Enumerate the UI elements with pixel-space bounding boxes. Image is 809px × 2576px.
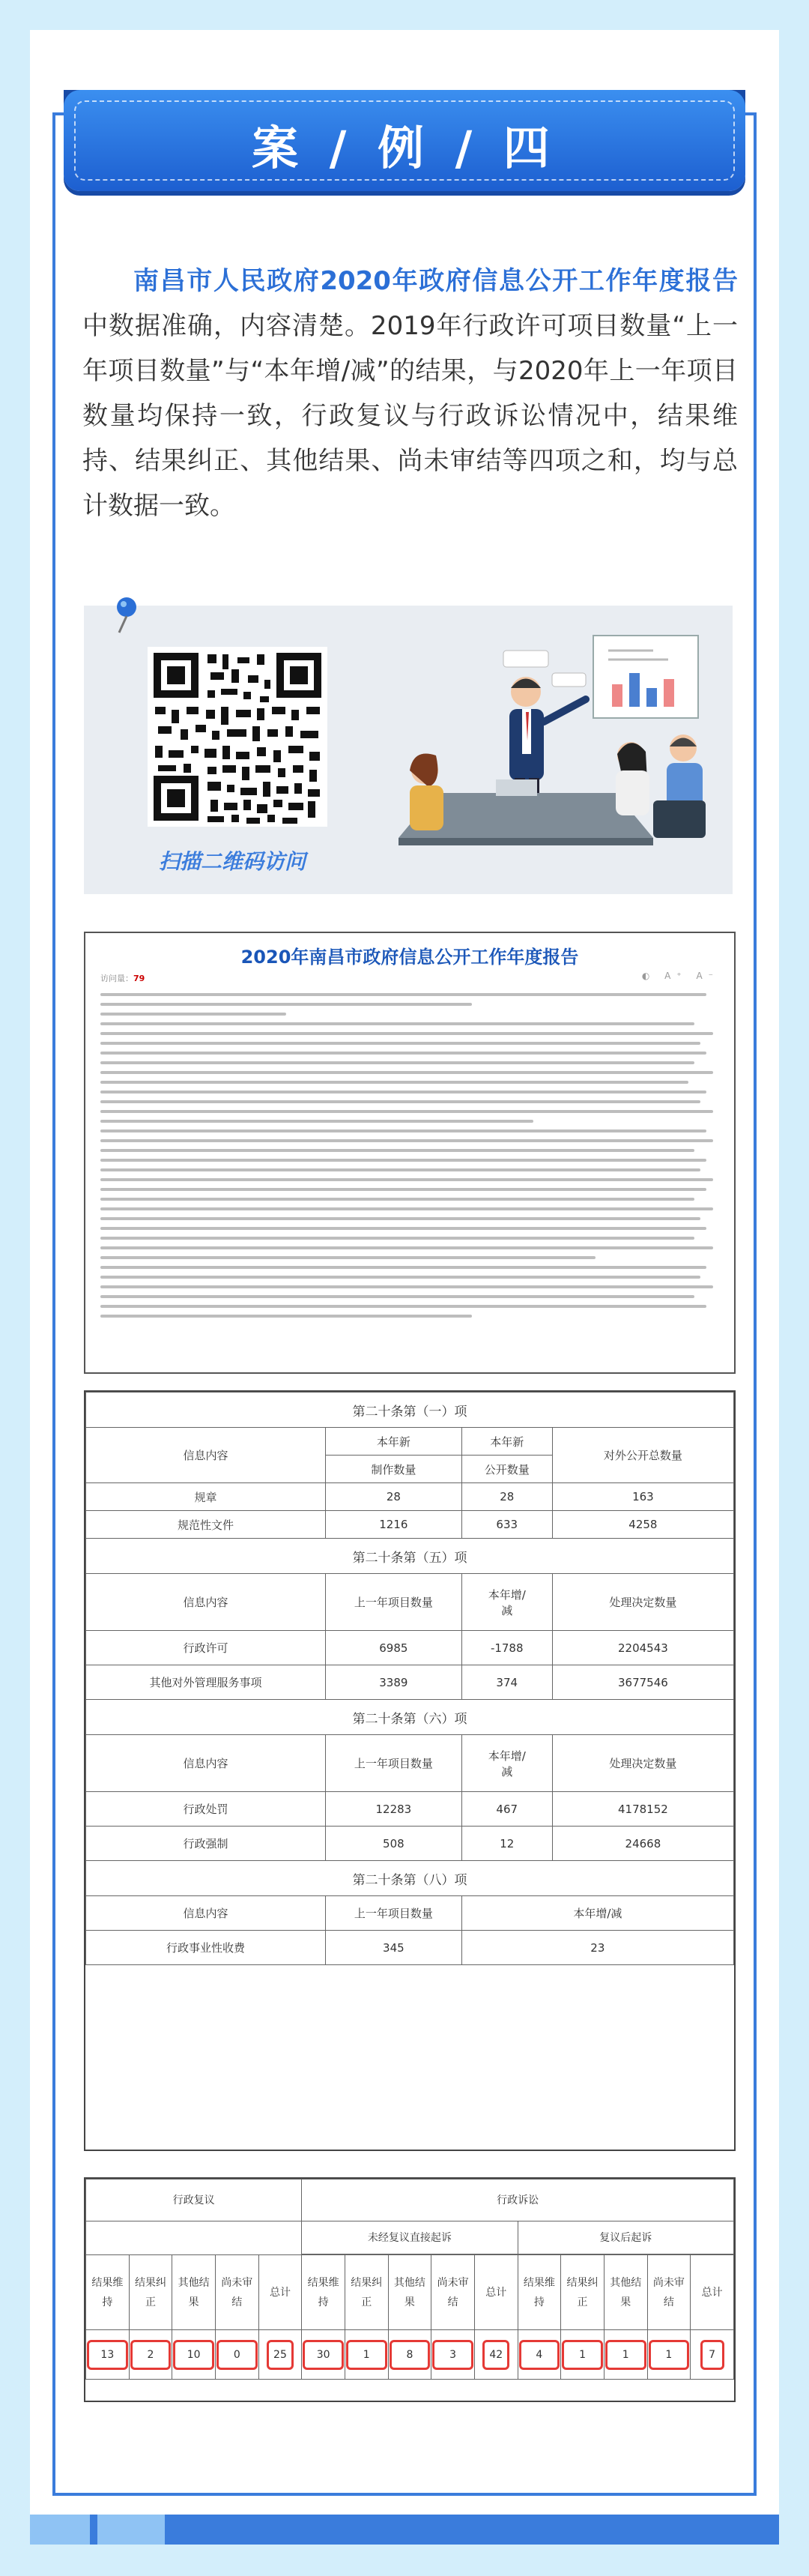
- cell-value: -1788: [461, 1631, 552, 1665]
- intro-paragraph: [82, 259, 738, 528]
- doc-visit-label: 访问量：: [100, 974, 133, 983]
- col-header: 总计: [474, 2255, 518, 2330]
- cell-value: 12283: [326, 1792, 462, 1827]
- header-cell: 本年增/减: [461, 1896, 733, 1931]
- cell-value: [388, 2330, 431, 2380]
- header-line: 本年增/: [488, 1587, 526, 1602]
- col-header: [561, 2255, 605, 2330]
- subgroup-header: 复议后起诉: [518, 2221, 733, 2254]
- header-cell: 上一年项目数量: [326, 1896, 462, 1931]
- col-header-line: 其他结: [178, 2276, 210, 2289]
- highlight-box: 1: [605, 2340, 646, 2370]
- col-header-line: 结: [447, 2296, 458, 2308]
- total-highlight-box: 42: [482, 2340, 509, 2370]
- row-name: 其他对外管理服务事项: [86, 1665, 326, 1700]
- col-header: [86, 2255, 130, 2330]
- cell-value: 633: [461, 1511, 552, 1539]
- cell-value: 4178152: [552, 1792, 733, 1827]
- col-header-line: 尚未审: [437, 2276, 469, 2289]
- col-header-line: 结果维: [523, 2276, 555, 2289]
- total-highlight-box: 7: [700, 2340, 724, 2370]
- highlight-box: 1: [649, 2340, 690, 2370]
- col-header-line: 结: [231, 2296, 243, 2308]
- row-name: 规范性文件: [86, 1511, 326, 1539]
- cell-value: [172, 2330, 216, 2380]
- highlight-box: 2: [130, 2340, 172, 2370]
- highlight-box: 10: [173, 2340, 214, 2370]
- table-row: [86, 1827, 734, 1861]
- qr-code[interactable]: [148, 647, 327, 827]
- qr-panel: [84, 606, 733, 894]
- highlight-box: 4: [519, 2340, 560, 2370]
- bottom-decor-bar: [30, 2515, 779, 2545]
- qr-code-icon: [148, 647, 327, 827]
- col-header-line: 其他结: [393, 2276, 425, 2289]
- cell-value: [345, 2330, 388, 2380]
- highlight-box: 8: [390, 2340, 431, 2370]
- header-cell: 信息内容: [86, 1428, 326, 1483]
- values-row: [86, 2330, 734, 2380]
- qr-caption: 扫描二维码访问: [159, 849, 306, 874]
- header-cell: 本年新: [461, 1428, 552, 1456]
- cell-value: 345: [326, 1931, 462, 1965]
- disclosure-table: [84, 1390, 736, 2151]
- cell-value: 24668: [552, 1827, 733, 1861]
- cell-value: [474, 2330, 518, 2380]
- cell-value: [518, 2330, 561, 2380]
- table-row: [86, 1665, 734, 1700]
- col-header: [345, 2255, 388, 2330]
- table-row: [86, 1931, 734, 1965]
- section-title: 第二十条第（一）项: [86, 1393, 734, 1428]
- meeting-illustration: [369, 621, 721, 883]
- col-header: [172, 2255, 216, 2330]
- highlight-box: 30: [303, 2340, 344, 2370]
- col-header-line: 结: [663, 2296, 674, 2308]
- header-cell: 信息内容: [86, 1896, 326, 1931]
- cell-value: 12: [461, 1827, 552, 1861]
- cell-value: [691, 2330, 734, 2380]
- col-header-line: 结果维: [91, 2276, 124, 2289]
- header-line: 本年增/: [488, 1749, 526, 1763]
- row-name: 行政事业性收费: [86, 1931, 326, 1965]
- header-cell: 上一年项目数量: [326, 1574, 462, 1631]
- cell-value: 3677546: [552, 1665, 733, 1700]
- table-row: [86, 1792, 734, 1827]
- col-header: [647, 2255, 691, 2330]
- header-cell: [461, 1735, 552, 1792]
- cell-value: 3389: [326, 1665, 462, 1700]
- col-header-line: 持: [318, 2296, 329, 2308]
- col-header-line: 正: [145, 2296, 156, 2308]
- col-header-line: 其他结: [610, 2276, 642, 2289]
- highlight-box: 1: [562, 2340, 603, 2370]
- row-name: 行政许可: [86, 1631, 326, 1665]
- group-header: 行政诉讼: [302, 2180, 734, 2221]
- col-header-line: 持: [533, 2296, 545, 2308]
- col-header-line: 结果纠: [134, 2276, 166, 2289]
- doc-title: 2020年南昌市政府信息公开工作年度报告: [240, 947, 579, 968]
- row-name: 行政强制: [86, 1827, 326, 1861]
- header-cell: 处理决定数量: [552, 1735, 733, 1792]
- header-cell: 公开数量: [461, 1456, 552, 1483]
- cell-value: [215, 2330, 258, 2380]
- table-row: [86, 1483, 734, 1511]
- cell-value: [647, 2330, 691, 2380]
- header-cell: 信息内容: [86, 1574, 326, 1631]
- banner-title: 案 / 例 / 四: [252, 121, 557, 175]
- highlight-box: 3: [432, 2340, 473, 2370]
- header-cell: 上一年项目数量: [326, 1735, 462, 1792]
- cell-value: [604, 2330, 647, 2380]
- cell-value: [431, 2330, 475, 2380]
- col-header: [431, 2255, 475, 2330]
- highlight-box: 1: [346, 2340, 387, 2370]
- col-header: [215, 2255, 258, 2330]
- section-title: 第二十条第（六）项: [86, 1700, 734, 1735]
- total-highlight-box: 25: [267, 2340, 294, 2370]
- row-name: 规章: [86, 1483, 326, 1511]
- col-header: [129, 2255, 172, 2330]
- doc-visit-count: [100, 972, 145, 984]
- cell-value: 2204543: [552, 1631, 733, 1665]
- section-title: 第二十条第（八）项: [86, 1861, 734, 1896]
- doc-font-tools[interactable]: ◐ A⁺ A⁻: [641, 971, 719, 981]
- table-row: [86, 1631, 734, 1665]
- cell-value: [258, 2330, 302, 2380]
- col-header-line: 正: [361, 2296, 372, 2308]
- header-cell: [461, 1574, 552, 1631]
- col-header-line: 尚未审: [221, 2276, 253, 2289]
- cell-value: 6985: [326, 1631, 462, 1665]
- col-header: [518, 2255, 561, 2330]
- header-cell: 本年新: [326, 1428, 462, 1456]
- col-header-line: 结果纠: [351, 2276, 383, 2289]
- cell-value: [302, 2330, 345, 2380]
- group-header: 行政复议: [86, 2180, 302, 2221]
- cell-value: 28: [326, 1483, 462, 1511]
- col-header: [302, 2255, 345, 2330]
- section-title: 第二十条第（五）项: [86, 1539, 734, 1574]
- header-line: 减: [501, 1764, 513, 1779]
- col-header-line: 果: [188, 2296, 199, 2308]
- pushpin-icon: [103, 591, 148, 636]
- header-cell: 处理决定数量: [552, 1574, 733, 1631]
- header-cell: 对外公开总数量: [552, 1428, 733, 1483]
- cell-value: 1216: [326, 1511, 462, 1539]
- case-banner: [64, 90, 745, 191]
- report-document-preview[interactable]: [84, 932, 736, 1374]
- col-header: [388, 2255, 431, 2330]
- subgroup-header: 未经复议直接起诉: [302, 2221, 518, 2254]
- cell-value: 467: [461, 1792, 552, 1827]
- col-header: 总计: [691, 2255, 734, 2330]
- cell-value: 28: [461, 1483, 552, 1511]
- table-row: [86, 1511, 734, 1539]
- col-header: [604, 2255, 647, 2330]
- intro-body: 中数据准确，内容清楚。2019年行政许可项目数量“上一年项目数量”与“本年增/减”的结果，与2020年上一年项目数量均保持一致，行政复议与行政诉讼情况中，结果维持、结果纠正、其他结果、尚未审结等四项之和，均与总计数据一致。: [82, 311, 738, 521]
- row-name: 行政处罚: [86, 1792, 326, 1827]
- cell-value: 23: [461, 1931, 733, 1965]
- cell-value: 508: [326, 1827, 462, 1861]
- report-title-highlight[interactable]: 南昌市人民政府2020年政府信息公开工作年度报告: [133, 266, 738, 296]
- cell-value: 4258: [552, 1511, 733, 1539]
- highlight-box: 0: [216, 2340, 258, 2370]
- header-cell: 信息内容: [86, 1735, 326, 1792]
- col-header-line: 尚未审: [652, 2276, 685, 2289]
- col-header-line: 正: [577, 2296, 588, 2308]
- cell-value: [86, 2330, 130, 2380]
- col-header-line: 结果纠: [566, 2276, 599, 2289]
- header-line: 减: [501, 1603, 513, 1617]
- col-header-line: 结果维: [307, 2276, 339, 2289]
- col-header: 总计: [258, 2255, 302, 2330]
- review-litigation-table: [84, 2177, 736, 2402]
- highlight-box: 13: [87, 2340, 128, 2370]
- col-header-line: 持: [102, 2296, 113, 2308]
- cell-value: 374: [461, 1665, 552, 1700]
- cell-value: [129, 2330, 172, 2380]
- header-cell: 制作数量: [326, 1456, 462, 1483]
- doc-body-text: [100, 993, 719, 1324]
- cell-value: 163: [552, 1483, 733, 1511]
- cell-value: [561, 2330, 605, 2380]
- doc-visit-number: 79: [133, 974, 145, 983]
- col-header-line: 果: [620, 2296, 631, 2308]
- col-header-line: 果: [404, 2296, 415, 2308]
